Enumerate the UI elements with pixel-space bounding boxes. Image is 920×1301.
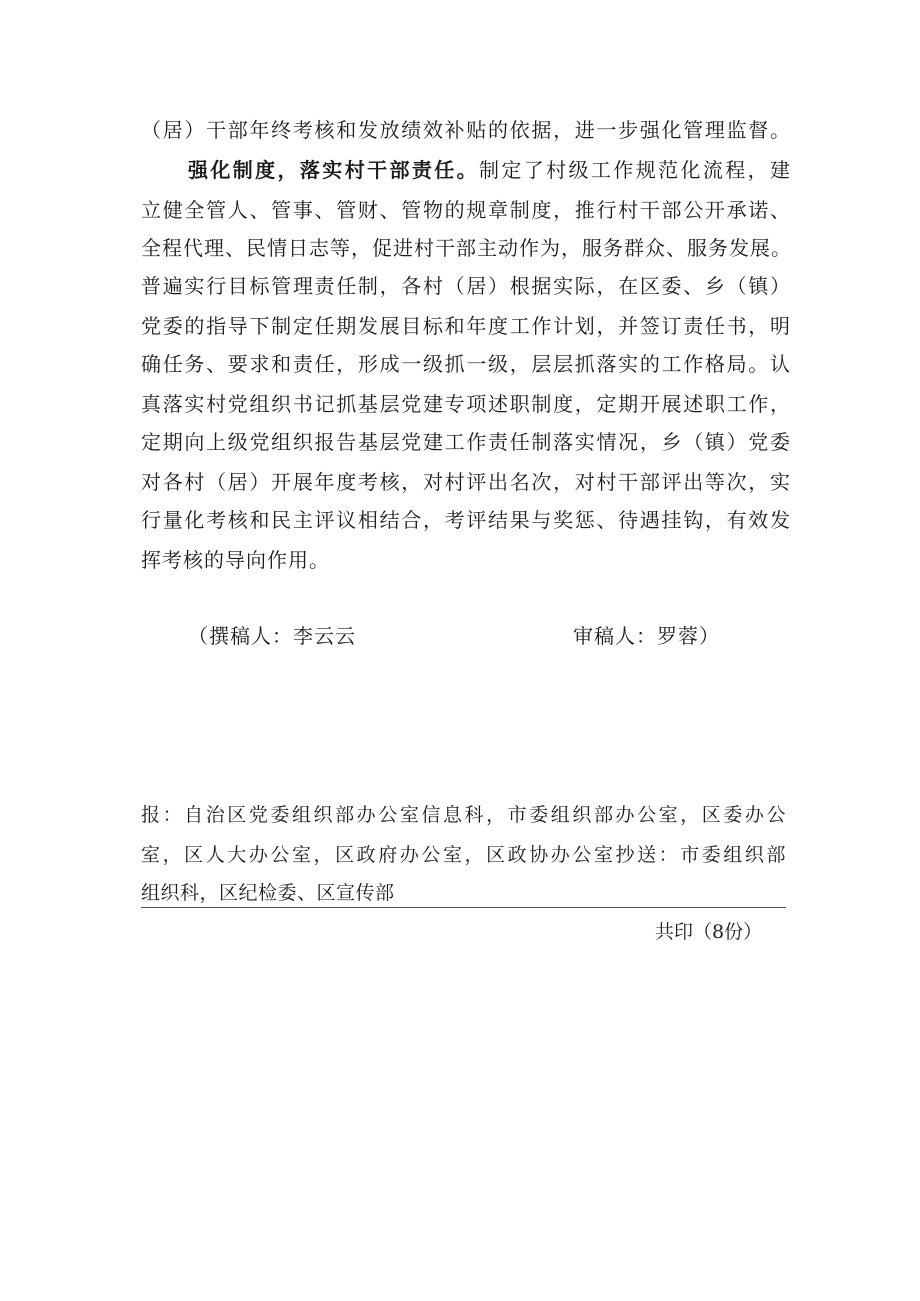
body-line: 立健全管人、管事、管财、管物的规章制度，推行村干部公开承诺、 xyxy=(141,198,791,222)
paragraph-heading: 强化制度，落实村干部责任。 xyxy=(188,158,479,182)
divider-rule xyxy=(141,907,786,908)
body-line: （居）干部年终考核和发放绩效补贴的依据，进一步强化管理监督。 xyxy=(141,118,791,142)
body-line: 对各村（居）开展年度考核，对村评出名次，对村干部评出等次，实 xyxy=(141,470,791,494)
body-line: 普遍实行目标管理责任制，各村（居）根据实际，在区委、乡（镇） xyxy=(141,274,791,298)
body-line: 全程代理、民情日志等，促进村干部主动作为，服务群众、服务发展。 xyxy=(141,236,792,260)
body-line: 行量化考核和民主评议相结合，考评结果与奖惩、待遇挂钩，有效发 xyxy=(141,508,791,532)
print-count: 共印（8份） xyxy=(655,921,763,943)
body-line: 真落实村党组织书记抓基层党建专项述职制度，定期开展述职工作， xyxy=(141,392,791,416)
body-line: 挥考核的导向作用。 xyxy=(141,548,330,572)
distribution-line: 组织科，区纪检委、区宣传部 xyxy=(141,882,395,904)
body-line: 确任务、要求和责任，形成一级抓一级，层层抓落实的工作格局。认 xyxy=(141,352,791,376)
distribution-line: 报：自治区党委组织部办公室信息科，市委组织部办公室，区委办公 xyxy=(141,804,786,826)
body-line: 党委的指导下制定任期发展目标和年度工作计划，并签订责任书，明 xyxy=(141,314,791,338)
author-credit: （撰稿人：李云云 xyxy=(188,624,356,648)
body-line: 定期向上级党组织报告基层党建工作责任制落实情况，乡（镇）党委 xyxy=(141,430,791,454)
distribution-line: 室，区人大办公室，区政府办公室，区政协办公室抄送：市委组织部 xyxy=(141,844,786,866)
body-text: 制定了村级工作规范化流程，建 xyxy=(479,158,791,182)
reviewer-credit: 审稿人：罗蓉） xyxy=(573,624,720,648)
body-line-with-heading xyxy=(188,152,791,188)
